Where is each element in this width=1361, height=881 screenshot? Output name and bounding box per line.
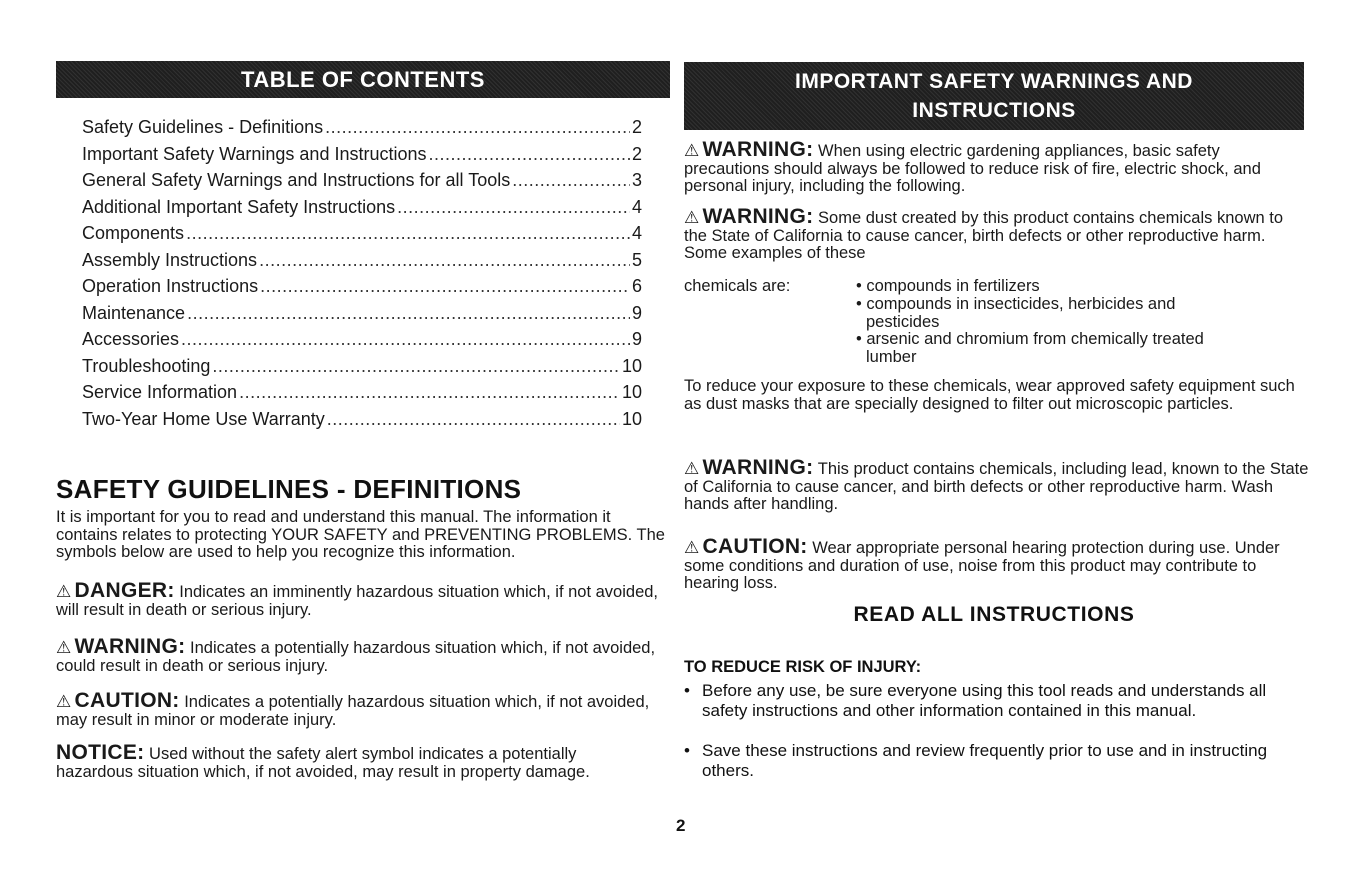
danger-text: Indicates an imminently hazardous situation which, if not avoided, will result in death or serious injury. xyxy=(56,583,659,619)
toc-entry xyxy=(82,220,642,247)
toc-entry-page: 4 xyxy=(631,223,642,243)
toc-entry xyxy=(82,273,642,300)
caution-1 xyxy=(684,535,1304,593)
warning-definition xyxy=(56,635,670,675)
danger-signal xyxy=(56,579,175,602)
bullet-1-text: Before any use, be sure everyone using this tool reads and understands all safety instructions and other information contained in this manual. xyxy=(702,681,1267,720)
toc-entry-label: Maintenance xyxy=(82,302,186,323)
toc-entry-label: Important Safety Warnings and Instructions xyxy=(82,143,427,164)
toc-entry-label: Troubleshooting xyxy=(82,355,211,376)
chemicals-list xyxy=(684,278,1304,366)
toc-leader-dots xyxy=(239,379,620,406)
reduce-risk-heading: TO REDUCE RISK OF INJURY: xyxy=(684,658,922,676)
toc-title: TABLE OF CONTENTS xyxy=(241,67,485,92)
toc-entry xyxy=(82,141,642,168)
toc-banner xyxy=(56,61,670,98)
chemical-item-2: • compounds in insecticides, herbicides and xyxy=(856,295,1176,313)
important-banner xyxy=(684,62,1304,130)
warning-2-signal xyxy=(684,205,813,228)
toc-leader-dots xyxy=(187,300,630,327)
toc-entry xyxy=(82,167,642,194)
toc-leader-dots xyxy=(512,167,630,194)
caution-1-text: Wear appropriate personal hearing protection during use. Under some conditions and duration of use, noise from this product may contribute to hearing loss. xyxy=(684,539,1280,592)
toc-entry-label: Components xyxy=(82,223,185,243)
safety-guidelines-title: SAFETY GUIDELINES - DEFINITIONS xyxy=(56,474,522,504)
caution-1-signal xyxy=(684,535,808,558)
warning-triangle-icon: ⚠ xyxy=(684,208,700,227)
warning-triangle-icon: ⚠ xyxy=(684,538,700,557)
warning-1-word: WARNING: xyxy=(702,138,814,161)
caution-definition xyxy=(56,689,670,729)
toc-entry-page: 4 xyxy=(631,196,642,217)
toc-leader-dots xyxy=(429,141,630,168)
toc-entry-page: 10 xyxy=(621,355,642,376)
warning-triangle-icon: ⚠ xyxy=(56,692,72,711)
warning-2 xyxy=(684,205,1304,263)
warning-triangle-icon: ⚠ xyxy=(684,459,700,478)
warning-2-text: Some dust created by this product contains chemicals known to the State of California to cause cancer, birth defects or other reproductive harm. Some examples of these xyxy=(684,209,1284,262)
warning-1-signal xyxy=(684,138,813,161)
list-item xyxy=(684,741,1304,781)
notice-word: NOTICE: xyxy=(56,741,145,764)
toc-entry-label: Accessories xyxy=(82,329,180,349)
toc-entry xyxy=(82,326,642,353)
toc-entry-label: Operation Instructions xyxy=(82,276,259,296)
toc-leader-dots xyxy=(181,326,630,353)
toc-leader-dots xyxy=(212,353,620,380)
toc-entry-label: General Safety Warnings and Instructions for all Tools xyxy=(82,170,511,190)
read-all-instructions: READ ALL INSTRUCTIONS xyxy=(853,603,1135,626)
warning-text: Indicates a potentially hazardous situation which, if not avoided, could result in death or serious injury. xyxy=(56,639,656,675)
chemical-item-3: • arsenic and chromium from chemically treated xyxy=(856,330,1204,348)
chemical-item-3-cont: lumber xyxy=(866,347,917,366)
toc-leader-dots xyxy=(186,220,630,247)
toc-entry xyxy=(82,300,642,327)
toc-entry-label: Safety Guidelines - Definitions xyxy=(82,117,324,137)
warning-2-word: WARNING: xyxy=(702,205,814,228)
caution-word: CAUTION: xyxy=(74,689,180,712)
toc-entry-label: Service Information xyxy=(82,382,238,402)
toc-leader-dots xyxy=(259,247,630,274)
toc-entry-page: 10 xyxy=(621,382,642,402)
toc-entry-page: 10 xyxy=(621,408,642,429)
bullet-2-text: Save these instructions and review frequently prior to use and in instructing others. xyxy=(702,741,1268,780)
list-item xyxy=(684,681,1304,721)
toc-entry xyxy=(82,406,642,433)
toc-entry xyxy=(82,353,642,380)
toc-entry xyxy=(82,247,642,274)
bullet-dot: • xyxy=(684,681,690,700)
guidelines-intro: It is important for you to read and understand this manual. The information it contains relates to protecting YOUR SAFETY and PREVENTING PROBLEMS. The symbols below are used to help you recognize this information. xyxy=(56,508,665,561)
notice-text: Used without the safety alert symbol indicates a potentially hazardous situation which, if not avoided, may result in property damage. xyxy=(56,745,590,781)
chemical-item-2-cont: pesticides xyxy=(866,312,940,331)
caution-text: Indicates a potentially hazardous situation which, if not avoided, may result in minor or moderate injury. xyxy=(56,693,650,729)
toc-entry-page: 9 xyxy=(631,329,642,349)
toc-entry-label: Assembly Instructions xyxy=(82,249,258,270)
page-number: 2 xyxy=(676,816,686,835)
toc-leader-dots xyxy=(260,273,630,300)
toc-entry-page: 2 xyxy=(631,143,642,164)
warning-3-signal xyxy=(684,456,813,479)
toc-entry xyxy=(82,194,642,221)
warning-word: WARNING: xyxy=(74,635,186,658)
toc-entry-page: 6 xyxy=(631,276,642,296)
toc-entry-page: 3 xyxy=(631,170,642,190)
toc-entry-page: 2 xyxy=(631,117,642,137)
warning-1 xyxy=(684,138,1304,196)
warning-3 xyxy=(684,456,1309,514)
warning-triangle-icon: ⚠ xyxy=(56,582,72,601)
caution-signal xyxy=(56,689,180,712)
toc-list xyxy=(82,114,642,432)
toc-leader-dots xyxy=(325,114,630,141)
reduce-exposure: To reduce your exposure to these chemicals, wear approved safety equipment such as dust masks that are specially designed to filter out microscopic particles. xyxy=(684,377,1295,413)
warning-triangle-icon: ⚠ xyxy=(684,141,700,160)
warning-3-text: This product contains chemicals, including lead, known to the State of California to cause cancer, and birth defects or other reproductive harm. Wash hands after handling. xyxy=(684,460,1309,513)
warning-signal xyxy=(56,635,185,658)
toc-entry xyxy=(82,379,642,406)
toc-entry-label: Two-Year Home Use Warranty xyxy=(82,408,325,429)
chemical-item-1: • compounds in fertilizers xyxy=(856,277,1040,295)
toc-entry-page: 5 xyxy=(631,249,642,270)
chemicals-label: chemicals are: xyxy=(684,277,791,295)
danger-word: DANGER: xyxy=(74,579,175,602)
toc-entry-page: 9 xyxy=(631,302,642,323)
important-title-line2: INSTRUCTIONS xyxy=(912,99,1076,122)
caution-1-word: CAUTION: xyxy=(702,535,808,558)
toc-entry xyxy=(82,114,642,141)
warning-1-text: When using electric gardening appliances, basic safety precautions should always be followed to reduce risk of fire, electric shock, and personal injury, including the following. xyxy=(684,142,1261,195)
toc-entry-label: Additional Important Safety Instructions xyxy=(82,196,396,217)
toc-leader-dots xyxy=(327,406,620,433)
warning-triangle-icon: ⚠ xyxy=(56,638,72,657)
important-title-line1: IMPORTANT SAFETY WARNINGS AND xyxy=(795,70,1193,93)
notice-definition xyxy=(56,741,656,781)
bullet-dot: • xyxy=(684,741,690,760)
warning-3-word: WARNING: xyxy=(702,456,814,479)
danger-definition xyxy=(56,579,670,619)
toc-leader-dots xyxy=(397,194,630,221)
